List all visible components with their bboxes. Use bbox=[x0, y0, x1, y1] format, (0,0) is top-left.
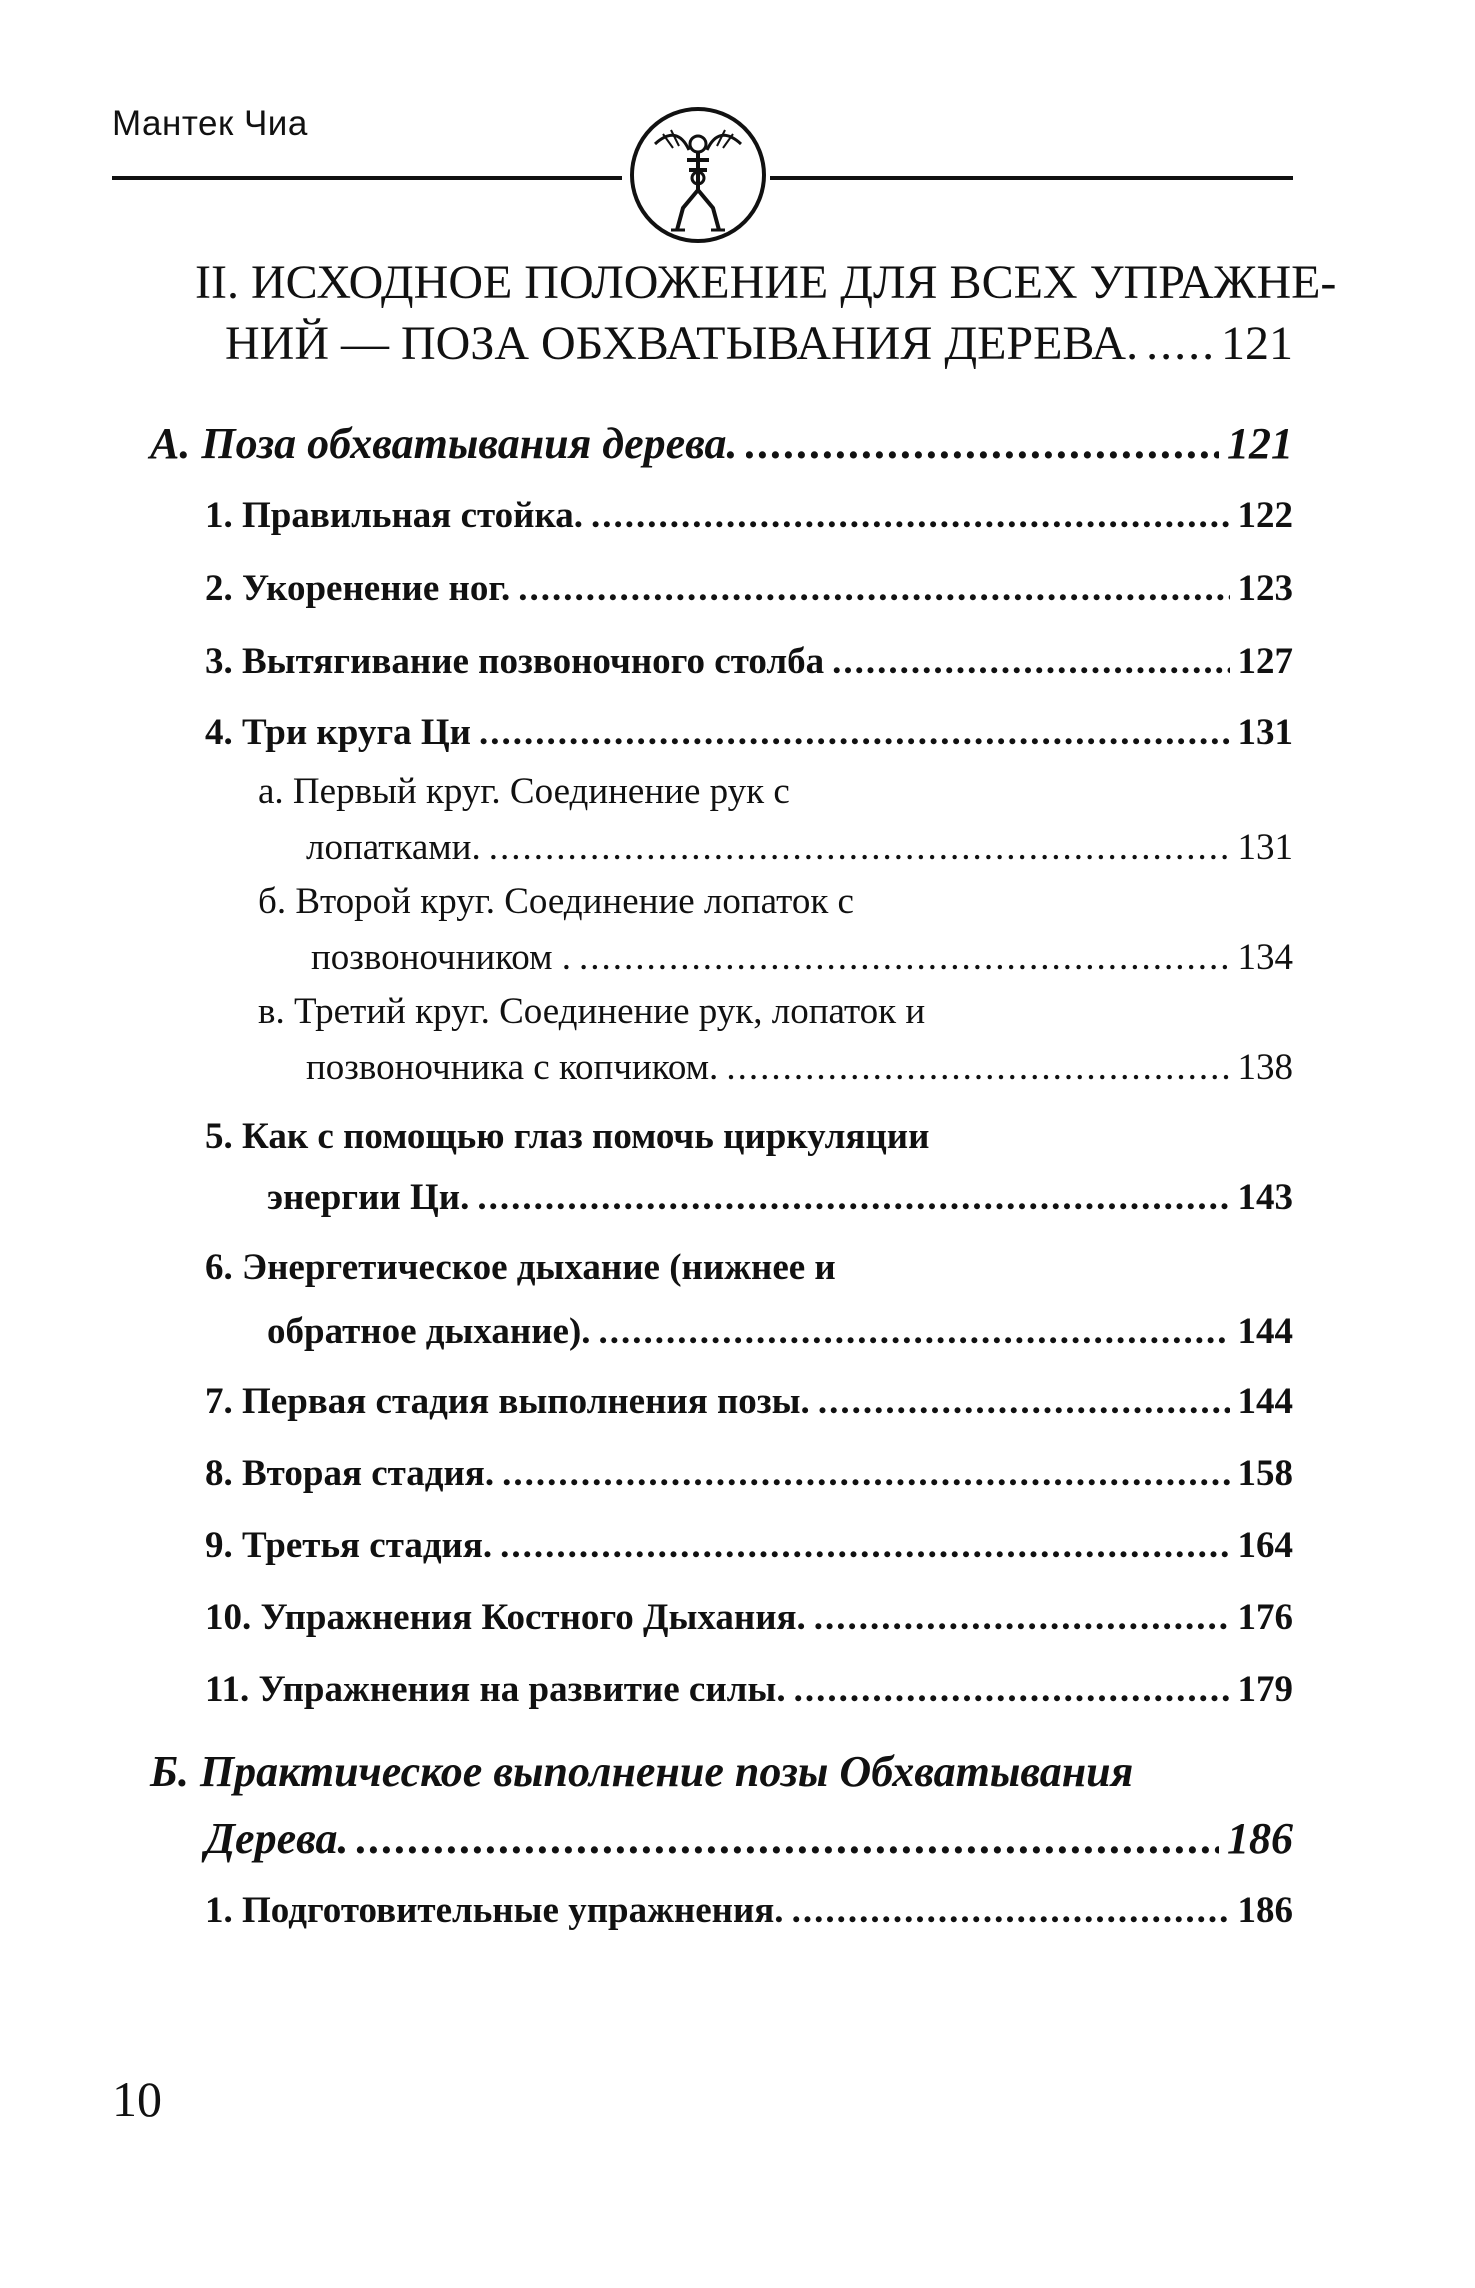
toc-item-label: 3. Вытягивание позвоночного столба bbox=[205, 641, 825, 682]
toc-item-6-line2 bbox=[267, 1310, 1293, 1353]
page-ref: 121 bbox=[1221, 317, 1293, 370]
page-number: 10 bbox=[112, 2071, 162, 2127]
toc-item-label: 1. Подготовительные упражнения. bbox=[205, 1890, 784, 1931]
leader-dots bbox=[489, 826, 1230, 869]
page-ref: 158 bbox=[1237, 1453, 1293, 1494]
page-ref: 134 bbox=[1237, 937, 1293, 978]
section-title-line1: II. ИСХОДНОЕ ПОЛОЖЕНИЕ ДЛЯ ВСЕХ УПРАЖНЕ- bbox=[195, 256, 1337, 309]
subsection-b-line2 bbox=[205, 1813, 1293, 1864]
leader-dots bbox=[794, 1668, 1230, 1711]
section-title-text: НИЙ — ПОЗА ОБХВАТЫВАНИЯ ДЕРЕВА. bbox=[225, 317, 1139, 370]
leader-dots bbox=[502, 1452, 1229, 1495]
toc-item-11 bbox=[205, 1668, 1293, 1711]
toc-item-3 bbox=[205, 640, 1293, 683]
toc-item-8 bbox=[205, 1452, 1293, 1495]
toc-item-9 bbox=[205, 1524, 1293, 1567]
header-rule-left bbox=[112, 176, 622, 180]
page-ref: 123 bbox=[1237, 568, 1293, 609]
page-ref: 131 bbox=[1237, 827, 1293, 868]
leader-dots bbox=[832, 640, 1229, 683]
running-header-author: Мантек Чиа bbox=[112, 104, 308, 143]
leader-dots bbox=[1146, 316, 1213, 371]
page-ref: 176 bbox=[1237, 1597, 1293, 1638]
page-ref: 144 bbox=[1237, 1311, 1293, 1352]
leader-dots bbox=[599, 1310, 1230, 1353]
leader-dots bbox=[356, 1813, 1219, 1864]
subitem-a-line2 bbox=[306, 826, 1293, 869]
leader-dots bbox=[477, 1176, 1229, 1219]
leader-dots bbox=[792, 1889, 1230, 1932]
subsection-b-line1: Б. Практическое выполнение позы Обхватывания bbox=[150, 1747, 1134, 1796]
subsection-a-label: А. Поза обхватывания дерева. bbox=[150, 419, 738, 468]
toc-item-4 bbox=[205, 711, 1293, 754]
toc-item-label: 2. Укоренение ног. bbox=[205, 568, 511, 609]
toc-item-1 bbox=[205, 494, 1293, 537]
toc-item-label: обратное дыхание). bbox=[267, 1311, 591, 1352]
figure-emblem-icon bbox=[627, 104, 769, 246]
page-ref: 138 bbox=[1237, 1047, 1293, 1088]
toc-item-label: позвоночником . bbox=[311, 937, 571, 978]
toc-item-7 bbox=[205, 1380, 1293, 1423]
toc-item-label: 9. Третья стадия. bbox=[205, 1525, 493, 1566]
toc-item-5-line2 bbox=[267, 1176, 1293, 1219]
leader-dots bbox=[814, 1596, 1230, 1639]
toc-item-label: 4. Три круга Ци bbox=[205, 712, 471, 753]
page-ref: 144 bbox=[1237, 1381, 1293, 1422]
leader-dots bbox=[579, 936, 1230, 979]
toc-item-c1 bbox=[205, 1889, 1293, 1932]
toc-item-6-line1: 6. Энергетическое дыхание (нижнее и bbox=[205, 1247, 836, 1288]
page-ref: 127 bbox=[1237, 641, 1293, 682]
subitem-a-line1: а. Первый круг. Соединение рук с bbox=[258, 771, 790, 812]
page-ref: 121 bbox=[1227, 419, 1293, 468]
leader-dots bbox=[726, 1046, 1229, 1089]
page-ref: 186 bbox=[1237, 1890, 1293, 1931]
page-ref: 143 bbox=[1237, 1177, 1293, 1218]
toc-item-label: 8. Вторая стадия. bbox=[205, 1453, 495, 1494]
toc-item-label: 7. Первая стадия выполнения позы. bbox=[205, 1381, 810, 1422]
page-ref: 122 bbox=[1237, 495, 1293, 536]
toc-item-5-line1: 5. Как с помощью глаз помочь циркуляции bbox=[205, 1116, 930, 1157]
subitem-v-line2 bbox=[306, 1046, 1293, 1089]
subsection-a bbox=[150, 418, 1293, 469]
subitem-v-line1: в. Третий круг. Соединение рук, лопаток и bbox=[258, 991, 926, 1032]
toc-item-10 bbox=[205, 1596, 1293, 1639]
subsection-b-label: Дерева. bbox=[205, 1814, 349, 1863]
toc-item-label: 1. Правильная стойка. bbox=[205, 495, 584, 536]
leader-dots bbox=[746, 418, 1219, 469]
toc-item-label: 10. Упражнения Костного Дыхания. bbox=[205, 1597, 806, 1638]
page-ref: 186 bbox=[1227, 1814, 1293, 1863]
toc-item-label: энергии Ци. bbox=[267, 1177, 470, 1218]
toc-item-label: 11. Упражнения на развитие силы. bbox=[205, 1669, 786, 1710]
page-ref: 131 bbox=[1237, 712, 1293, 753]
subitem-b-line2 bbox=[311, 936, 1293, 979]
leader-dots bbox=[500, 1524, 1229, 1567]
toc-item-label: позвоночника с копчиком. bbox=[306, 1047, 719, 1088]
leader-dots bbox=[591, 494, 1229, 537]
leader-dots bbox=[518, 567, 1229, 610]
toc-item-label: лопатками. bbox=[306, 827, 481, 868]
leader-dots bbox=[818, 1380, 1230, 1423]
header-rule-right bbox=[770, 176, 1293, 180]
toc-item-2 bbox=[205, 567, 1293, 610]
leader-dots bbox=[479, 711, 1230, 754]
subitem-b-line1: б. Второй круг. Соединение лопаток с bbox=[258, 881, 854, 922]
page-ref: 179 bbox=[1237, 1669, 1293, 1710]
section-title-line2 bbox=[225, 316, 1293, 371]
page-ref: 164 bbox=[1237, 1525, 1293, 1566]
